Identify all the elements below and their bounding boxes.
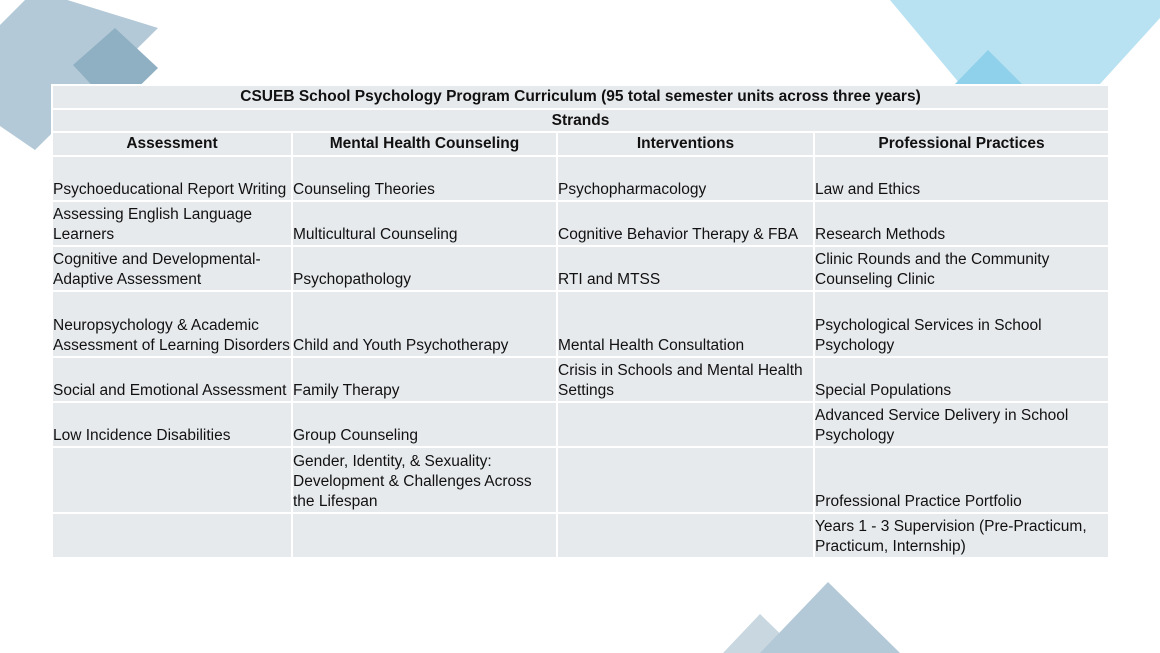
table-row	[52, 402, 1109, 447]
header-interventions: Interventions	[557, 132, 814, 156]
table-row	[52, 201, 1109, 246]
table-cell	[557, 447, 814, 513]
table-row	[52, 513, 1109, 558]
table-cell: Low Incidence Disabilities	[52, 402, 292, 447]
table-cell: RTI and MTSS	[557, 246, 814, 291]
header-professional-practices: Professional Practices	[814, 132, 1109, 156]
table-cell: Law and Ethics	[814, 156, 1109, 201]
strands-row	[52, 109, 1109, 132]
table-cell: Group Counseling	[292, 402, 557, 447]
table-cell: Cognitive and Developmental-Adaptive Assessment	[52, 246, 292, 291]
table-row	[52, 357, 1109, 402]
title-row	[52, 85, 1109, 109]
table-cell: Psychopathology	[292, 246, 557, 291]
table-row	[52, 156, 1109, 201]
table-cell	[52, 447, 292, 513]
table-cell: Research Methods	[814, 201, 1109, 246]
table-cell: Professional Practice Portfolio	[814, 447, 1109, 513]
table-cell: Years 1 - 3 Supervision (Pre-Practicum, Practicum, Internship)	[814, 513, 1109, 558]
table-cell: Counseling Theories	[292, 156, 557, 201]
table-cell	[557, 402, 814, 447]
table-cell	[557, 513, 814, 558]
table-cell: Crisis in Schools and Mental Health Settings	[557, 357, 814, 402]
bottom-diamond-right	[760, 582, 900, 653]
table-cell	[292, 513, 557, 558]
table-cell: Psychological Services in School Psychology	[814, 291, 1109, 357]
table-cell: Advanced Service Delivery in School Psychology	[814, 402, 1109, 447]
table-cell: Psychoeducational Report Writing	[52, 156, 292, 201]
table-cell: Social and Emotional Assessment	[52, 357, 292, 402]
table-cell: Neuropsychology & Academic Assessment of Learning Disorders	[52, 291, 292, 357]
header-row	[52, 132, 1109, 156]
table-cell: Special Populations	[814, 357, 1109, 402]
table-cell: Cognitive Behavior Therapy & FBA	[557, 201, 814, 246]
table-cell: Clinic Rounds and the Community Counseling Clinic	[814, 246, 1109, 291]
table-cell: Assessing English Language Learners	[52, 201, 292, 246]
table-cell: Psychopharmacology	[557, 156, 814, 201]
table-cell: Gender, Identity, & Sexuality: Development & Challenges Across the Lifespan	[292, 447, 557, 513]
header-assessment: Assessment	[52, 132, 292, 156]
curriculum-table	[51, 84, 1110, 559]
table-cell: Mental Health Consultation	[557, 291, 814, 357]
table-title: CSUEB School Psychology Program Curriculum (95 total semester units across three years)	[52, 85, 1109, 109]
table-row	[52, 246, 1109, 291]
header-mental-health-counseling: Mental Health Counseling	[292, 132, 557, 156]
table-cell: Child and Youth Psychotherapy	[292, 291, 557, 357]
table-body	[52, 85, 1109, 558]
table-cell: Family Therapy	[292, 357, 557, 402]
table-cell	[52, 513, 292, 558]
table-row	[52, 291, 1109, 357]
table-cell: Multicultural Counseling	[292, 201, 557, 246]
strands-label: Strands	[52, 109, 1109, 132]
table-row	[52, 447, 1109, 513]
top-right-shape	[890, 0, 1160, 84]
